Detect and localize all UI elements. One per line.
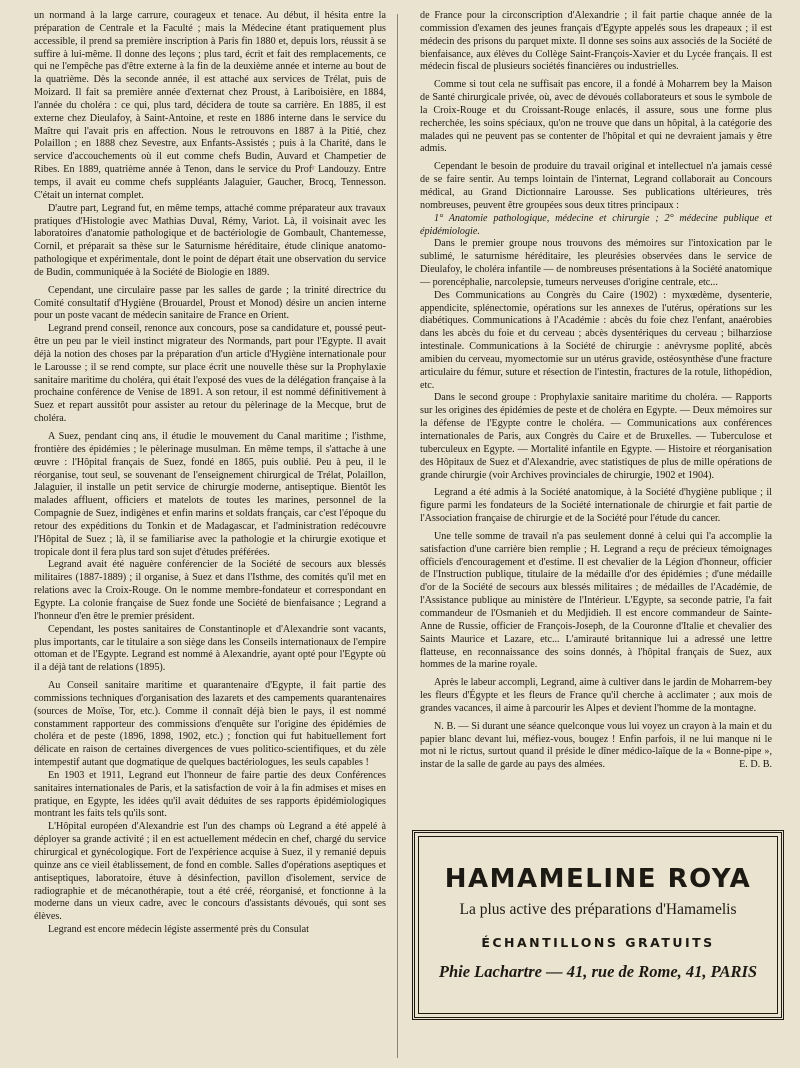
- paragraph: D'autre part, Legrand fut, en même temps, attaché comme préparateur aux travaux pratiques d'Histologie avec Mathias Duval, Rémy, Variot. Là, il voisinait avec les laboratoires d'anatomie pathologique et de bactériologie de Gombault, Chantemesse, Cornil, et préparait sa thèse sur le Saturnisme héréditaire, étude clinique anatomo-pathologique et expérimentale, dont le point de départ était une observation du service de Budin, communiquée à la Société de Biologie en 1889.: [34, 202, 386, 278]
- paragraph: L'Hôpital européen d'Alexandrie est l'un des champs où Legrand a été appelé à déployer sa grande activité ; il en est actuellement médecin en chef, chargé du service chirurgical et gynécologique. Fort de l'expérience acquise à Suez, il y remanié depuis quinze ans ce vieil établissement, de fond en comble. Salles d'opérations aseptiques et antiseptiques, laboratoire, étuve à désinfection, pavillon d'isolement, service de radiographie et de mécanothérapie, tout a été créé, réorganisé, et fonctionne à la moderne dans un vieux cadre, avec le concours d'assistants dévoués, qui sont ses élèves.: [34, 821, 386, 923]
- ad-title: HAMAMELINE ROYA: [444, 864, 752, 894]
- author-signature: E. D. B.: [739, 759, 772, 771]
- paragraph: Dans le second groupe : Prophylaxie sanitaire maritime du choléra. — Rapports sur les origines des épidémies de peste et de choléra en Egypte. — Deux mémoires sur la défense de l'Egypte contre le choléra. — Communications aux conférences internationales de Paris, aux Congrès du Caire et de Bruxelles. — Tuberculose et tuberculeux en Egypte. — Mortalité infantile en Egypte. — Histoire et réorganisation des Hôpitaux de Suez et d'Alexandrie, avec statistiques de plus de mille opérations de grande chirurgie (voir Archives provinciales de chirurgie, 1902 et 1904).: [420, 392, 772, 481]
- paragraph: Au Conseil sanitaire maritime et quarantenaire d'Egypte, il fait partie des commissions techniques d'organisation des lazarets et des campements quarantenaires (sources de Moïse, Tor, etc.). Comme il connaît déjà bien le pays, il est nommé constamment rapporteur des commissions d'enquête sur l'origine des épidémies de choléra et de peste (1896, 1898, 1902, etc.) ; fonction qui fut habituellement fort délicate en raison de certaines divergences de vues politico-scientifiques, et du zèle intempestif autant que dogmatique de quelques bactériologues, les seuls capables !: [34, 680, 386, 769]
- paragraph: Des Communications au Congrès du Caire (1902) : myxœdème, dysenterie, appendicite, splénectomie, opérations sur les annexes de l'utérus, opérations sur les diabétiques. Communications à l'Académie : abcès du foie chez l'enfant, anaérobies dans les abcès du foie et du cerveau ; abcès dysentériques du cerveau ; bilharziose intestinale. Communications à la Société de chirurgie : anévrysme poplité, abcès amibien du cerveau, myomectomie sur un utérus gravide, ostéosynthèse d'une fracture articulaire du fémur, suture et résection de l'intestin, fractures de la rotule, lithopédion, etc.: [420, 289, 772, 391]
- paragraph: Legrand a été admis à la Société anatomique, à la Société d'hygiène publique ; il figure parmi les fondateurs de la Société internationale de chirurgie et fait partie de l'Association française de chirurgie et de la Société pour l'étude du cancer.: [420, 487, 772, 525]
- paragraph: Legrand est encore médecin légiste assermenté près du Consulat: [48, 924, 309, 936]
- paragraph: Cependant, une circulaire passe par les salles de garde ; la trinité directrice du Comité consultatif d'Hygiène (Brouardel, Proust et Monod) désire un ancien interne pour un poste vacant de médecin sanitaire de France en Orient.: [34, 284, 386, 322]
- left-column: [34, 10, 386, 937]
- paragraph: Une telle somme de travail n'a pas seulement donné à celui qui l'a accomplie la satisfaction d'une carrière bien remplie ; H. Legrand a reçu de précieux témoignages officiels d'encouragement et d'estime. Il est chevalier de la Légion d'honneur, officier de l'Instruction publique, titulaire de la médaille d'or des épidémies ; d'une médaille d'or de la Société de secours aux blessés militaires ; de médailles de l'Académie, de l'Assistance publique au ministère de l'Intérieur. L'Egypte, sa seconde patrie, l'a fait commandeur de l'Osmanieh et du Medjidieh. Il est encore commandeur de Sainte-Anne de Russie, officier de François-Joseph, de la Couronne d'Italie et chevalier des Saints Maurice et Lazare, etc... L'amirauté britannique lui a adressé une lettre flatteuse, en reconnaissance des soins donnés, à l'hôpital français de Suez, aux hommes de la marine royale.: [420, 530, 772, 671]
- paragraph: Dans le premier groupe nous trouvons des mémoires sur l'intoxication par le sublimé, le saturnisme héréditaire, les pleurésies observées dans le service de Dieulafoy, le choléra infantile — de nombreuses présentations à la Société anatomique — porencéphalie, narcolepsie, tumeurs nerveuses d'origine centrale, etc...: [420, 238, 772, 288]
- advertisement-inner-frame: [418, 836, 778, 1014]
- ad-address: Phie Lachartre — 41, rue de Rome, 41, PARIS: [438, 962, 758, 981]
- paragraph: Cependant le besoin de produire du travail original et intellectuel n'a jamais cessé de se faire sentir. Au temps lointain de l'internat, Legrand collaborait au Concours médical, au Grand Dictionnaire Larousse. Ses publications ultérieures, très nombreuses, peuvent être groupées sous deux titres principaux :: [420, 161, 772, 211]
- paragraph: un normand à la large carrure, courageux et tenace. Au début, il hésita entre la préparation de Centrale et la Faculté ; mais la Médecine étant pratiquement plus accessible, il prend sa première inscription à Paris fin 1880 et, depuis lors, réussit à se suffire à lui-même. Il donne des leçons ; plus tard, écrit et fait des remplacements, ce qui ne l'empêche pas d'être externe à la fin de la deuxième année et interne au bout de la quatrième. Dès la seconde année, il est attaché aux services de Trélat, puis de Moizard. Il fait sa première année d'externat chez Proust, à Lariboisière, en 1884, l'année du choléra : ce qui, plus tard, décidera de toute sa carrière. En 1885, il est externe chez Dieulafoy, à Saint-Antoine, et reste en 1886 interne dans le service du Maître qui l'avait pris en affection. Nous le retrouvons en 1887 à la Pitié, chez Polaillon ; en 1888 chez Sevestre, aux Enfants-Assistés ; puis à la Charité, dans le service d'accouchements où il eut comme chefs Budin, Auvard et Champetier de Ribes. En 1889, quatrième année à Tenon, dans le service du Profʳ Landouzy. Entre temps, il avait eu comme chefs suppléants Jalaguier, Gaucher, Brocq, Tennesson. C'était un internat complet.: [34, 10, 386, 201]
- advertisement-box: [412, 830, 784, 1020]
- ad-subtitle: La plus active des préparations d'Hamamelis: [459, 901, 737, 918]
- ad-samples: ÉCHANTILLONS GRATUITS: [481, 935, 715, 950]
- column-divider: [397, 14, 398, 1058]
- paragraph: 1° Anatomie pathologique, médecine et chirurgie ; 2° médecine publique et épidémiologie.: [420, 212, 772, 237]
- paragraph: A Suez, pendant cinq ans, il étudie le mouvement du Canal maritime ; l'isthme, frontière des épidémies ; le pèlerinage musulman. En même temps, il s'attache à une œuvre : l'Hôpital français de Suez, fondé en 1865, puis oublié. Peu à peu, il le réorganise, tout seul, se souvenant de l'enseignement chirurgical de Trélat, Polaillon, Jalaguier, il installe un petit service de chirurgie moderne, antiseptique. Bientôt les malades affluent, officiers et matelots de toutes les marines, personnel de la Compagnie de Suez, indigènes et enfin marins et soldats français, car c'est l'époque du retour des expéditions du Tonkin et de Madagascar, et l'administration redécouvre l'Hôpital de Suez ; là, il se familiarise avec la pathologie et la chirurgie exotique et tropicale dont il fera plus tard son sujet d'études préférées.: [34, 431, 386, 558]
- paragraph: de France pour la circonscription d'Alexandrie ; il fait partie chaque année de la commission d'examen des jeunes français d'Egypte appelés sous les drapeaux ; il est médecin des prisons du parquet mixte. Il donne ses soins aux associés de la Société de bienfaisance, aux élèves du Collège Saint-François-Xavier et du Lycée français. Il est médecin fiscal de plusieurs sociétés financières ou industrielles.: [420, 10, 772, 73]
- paragraph: [420, 721, 772, 772]
- paragraph: Comme si tout cela ne suffisait pas encore, il a fondé à Moharrem bey la Maison de Santé chirurgicale privée, où, avec de dévoués collaborateurs et sous le symbole de la Croix-Rouge et du Croissant-Rouge enlacés, il assure, sous une forme plus recherchée, les soins spéciaux, qu'on ne trouve que dans un hôpital, à la catégorie des malades qui ne peuvent pas se contenter de l'hôpital et qui ne devraient jamais y être admis.: [420, 79, 772, 155]
- paragraph: Legrand avait été naguère conférencier de la Société de secours aux blessés militaires (1887-1889) ; il organise, à Suez et dans l'Isthme, des comités qu'il met en relations avec la Croix-Rouge. On le nomme membre-fondateur et correspondant en Egypte. La colonie française de Suez fonde une Société de bienfaisance ; Legrand a l'honneur d'en être le premier président.: [34, 559, 386, 622]
- paragraph: Legrand prend conseil, renonce aux concours, pose sa candidature et, poussé peut-être un peu par le vieil instinct migrateur des Normands, part pour l'Egypte. Il avait déjà la notion des choses par la préparation d'un article d'Hygiène internationale pour le Larousse ; il se rend compte, sur place écrit une nouvelle thèse sur la Prophylaxie sanitaire maritime du choléra, qui était l'exposé des vues de la délégation française à la prochaine conférence de Venise de 1891. A son retour, il est nommé définitivement à Suez et repart aussitôt pour assister au retour du pèlerinage de la Mecque, brut de choléra.: [34, 323, 386, 425]
- nb-note: N. B. — Si durant une séance quelconque vous lui voyez un crayon à la main et du papier blanc devant lui, méfiez-vous, bougez ! Enfin parfois, il ne lui manque ni le mot ni le rictus, surtout quand il préside le dîner médico-laïque de la « Bonne-pipe », instar de la salle de garde au pays des almées.: [420, 720, 772, 771]
- right-column: [420, 10, 772, 772]
- paragraph: Cependant, les postes sanitaires de Constantinople et d'Alexandrie sont vacants, plus importants, car le titulaire a son siège dans les Conseils internationaux de l'empire ottoman et de l'Egypte. Legrand est nommé à Alexandrie, ayant opté pour l'Egypte où il a déjà tant de relations (1895).: [34, 623, 386, 674]
- paragraph: Après le labeur accompli, Legrand, aime à cultiver dans le jardin de Moharrem-bey les fleurs d'Égypte et les fleurs de France qu'il cherche à acclimater ; aux mois de grandes vacances, il aime à parcourir les Alpes et devient l'homme de la montagne.: [420, 677, 772, 714]
- paragraph: En 1903 et 1911, Legrand eut l'honneur de faire partie des deux Conférences sanitaires internationales de Paris, et la satisfaction de voir à la fin admises et mises en pratique, en Egypte, les idées qu'il avait déduites de ses rapports épidémiologiques montrant les faits tels qu'ils sont.: [34, 769, 386, 820]
